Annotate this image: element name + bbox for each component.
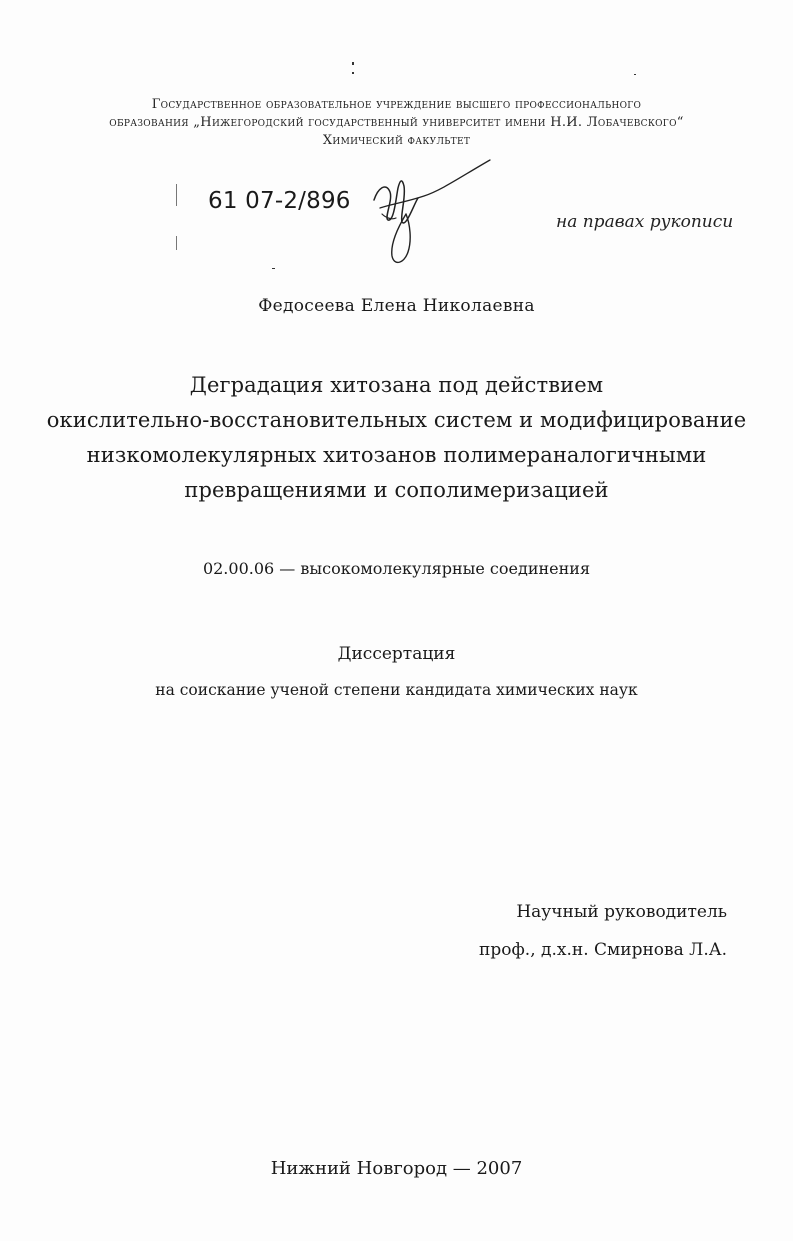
handwritten-signature: [362, 158, 492, 268]
library-stamp-code: 61 07-2/896: [208, 188, 351, 214]
rights-note: на правах рукописи: [556, 212, 734, 232]
institution-line-2: образования „Нижегородский государственный университет имени Н.И. Лобачевского“: [109, 115, 684, 130]
document-type: Диссертация: [337, 644, 456, 664]
scan-speck: [352, 62, 354, 65]
margin-mark: [176, 184, 177, 206]
dissertation-title: [0, 368, 793, 508]
scan-speck: [352, 72, 354, 74]
scan-speck: [272, 268, 275, 269]
title-line: окислительно-восстановительных систем и модифицирование: [46, 408, 747, 432]
faculty: Химический факультет: [322, 133, 471, 148]
title-line: превращениями и сополимеризацией: [184, 478, 609, 502]
scan-speck: [634, 74, 636, 75]
author-name: Федосеева Елена Николаевна: [258, 296, 535, 316]
supervisor-label: Научный руководитель: [516, 902, 727, 922]
supervisor-name: проф., д.х.н. Смирнова Л.А.: [479, 940, 727, 960]
degree-statement: на соискание ученой степени кандидата химических наук: [155, 681, 638, 699]
specialty-code: 02.00.06 — высокомолекулярные соединения: [202, 559, 591, 578]
title-line: Деградация хитозана под действием: [189, 373, 604, 397]
title-line: низкомолекулярных хитозанов полимераналогичными: [86, 443, 707, 467]
institution-line-1: Государственное образовательное учреждение высшего профессионального: [151, 97, 642, 112]
place-and-year: Нижний Новгород — 2007: [270, 1158, 523, 1179]
margin-mark: [176, 236, 177, 250]
